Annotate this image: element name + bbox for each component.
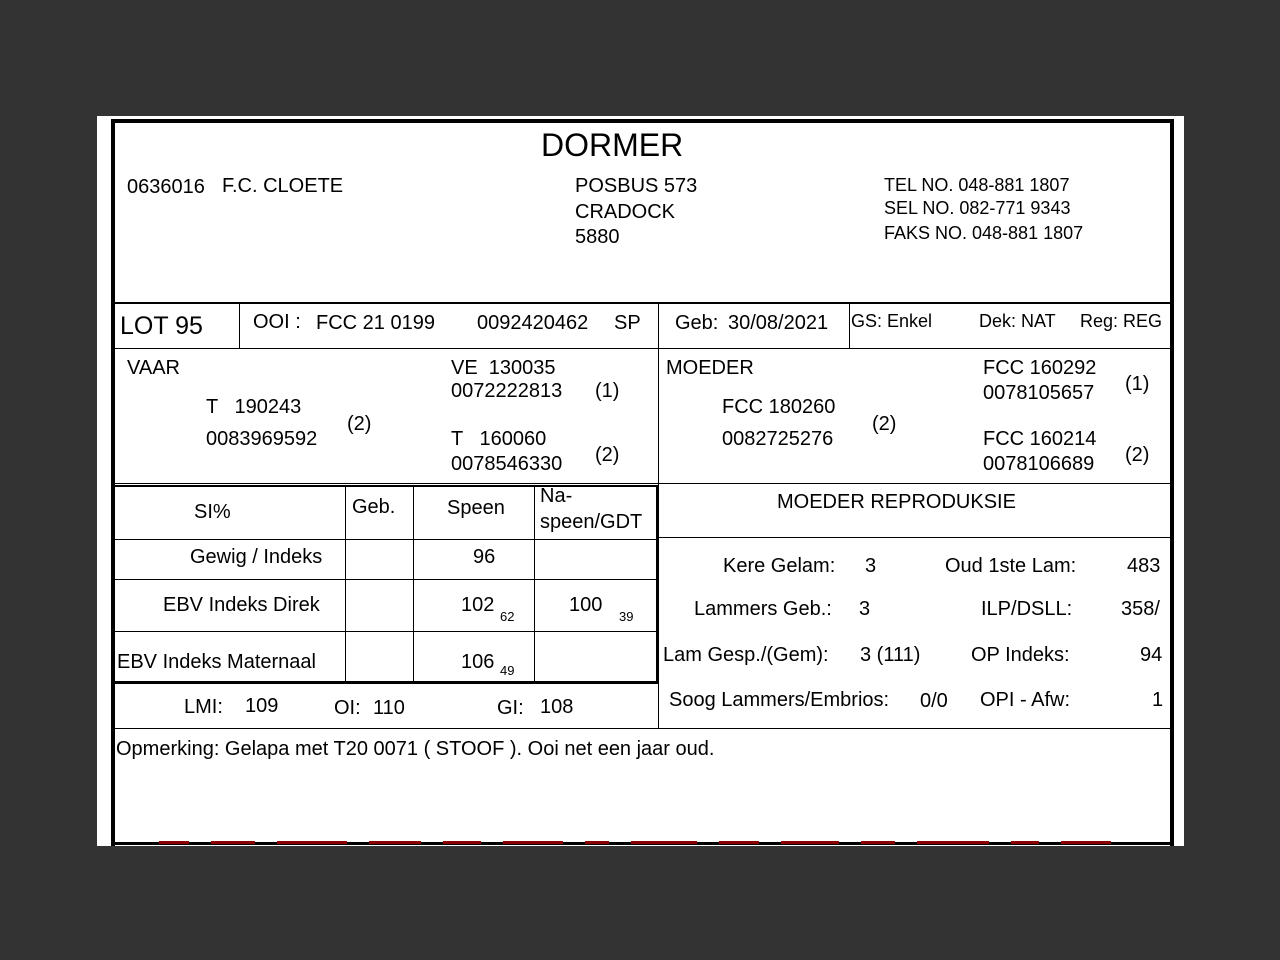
ooi-label: OOI : (253, 311, 301, 333)
vaar-sire-mark: (2) (347, 413, 372, 435)
si-header-naspeen-1: Na- (540, 485, 573, 507)
moeder-granddam-mark: (2) (1125, 444, 1150, 466)
dek-value: Dek: NAT (979, 311, 1056, 331)
vaar-label: VAAR (127, 357, 180, 379)
contact-faks: FAKS NO. 048-881 1807 (884, 223, 1084, 243)
si-row-speen-sub: 49 (500, 663, 515, 678)
si-row-label: EBV Indeks Direk (163, 594, 320, 616)
ooi-id: FCC 21 0199 (316, 312, 435, 334)
gi-value: 108 (540, 696, 574, 718)
repro-oud-label: Oud 1ste Lam: (945, 555, 1077, 577)
document-card (97, 116, 1184, 846)
si-row-speen-sub: 62 (500, 609, 515, 624)
moeder-dam-number: 0082725276 (722, 428, 834, 450)
geb-date: 30/08/2021 (728, 312, 829, 334)
address-line-2: CRADOCK (575, 201, 676, 223)
moeder-dam-mark: (2) (872, 413, 897, 435)
si-header-geb: Geb. (352, 496, 396, 518)
rule-si-top (115, 485, 657, 487)
rule-indices (115, 728, 1172, 729)
remark-text: Opmerking: Gelapa met T20 0071 ( STOOF ). Ooi net een jaar oud. (116, 738, 715, 760)
repro-title: MOEDER REPRODUKSIE (777, 491, 1016, 513)
vaar-grandsire-number: 0072222813 (451, 380, 563, 402)
gi-label: GI: (497, 697, 524, 719)
document-title: DORMER (541, 127, 684, 163)
vaar-granddam-mark: (2) (595, 444, 620, 466)
si-row-speen: 102 (461, 594, 495, 616)
repro-opi-value: 1 (1152, 689, 1164, 711)
contact-tel: TEL NO. 048-881 1807 (884, 175, 1070, 195)
repro-ilp-label: ILP/DSLL: (981, 598, 1073, 620)
rule-v-si4 (656, 485, 659, 683)
moeder-grandsire-id: FCC 160292 (983, 357, 1097, 379)
repro-op-value: 94 (1140, 644, 1163, 666)
rule-si-bottom (115, 681, 659, 684)
si-header-naspeen-2: speen/GDT (540, 511, 643, 533)
si-row-naspeen-sub: 39 (619, 609, 634, 624)
vaar-granddam-number: 0078546330 (451, 453, 563, 475)
geb-label: Geb: (675, 312, 719, 334)
gs-value: GS: Enkel (851, 311, 933, 331)
moeder-grandsire-mark: (1) (1125, 373, 1150, 395)
rule-pedigree (115, 483, 1172, 484)
frame-top (111, 119, 1173, 123)
repro-opi-label: OPI - Afw: (980, 689, 1071, 711)
moeder-grandsire-number: 0078105657 (983, 382, 1095, 404)
owner-name: F.C. CLOETE (222, 175, 344, 197)
repro-kere-label: Kere Gelam: (723, 555, 836, 577)
rule-v-si3 (534, 485, 535, 683)
repro-lammers-label: Lammers Geb.: (694, 598, 832, 620)
si-row-speen: 106 (461, 651, 495, 673)
vaar-grandsire-mark: (1) (595, 380, 620, 402)
repro-oud-value: 483 (1127, 555, 1161, 577)
rule-repro-header (659, 537, 1172, 538)
moeder-granddam-number: 0078106689 (983, 453, 1095, 475)
oi-value: 110 (373, 697, 405, 719)
repro-lam-value: 3 (111) (860, 644, 921, 666)
si-header-label: SI% (194, 501, 231, 523)
address-line-1: POSBUS 573 (575, 175, 698, 197)
vaar-sire-id: T 190243 (206, 396, 302, 418)
repro-op-label: OP Indeks: (971, 644, 1070, 666)
ooi-code: SP (614, 312, 641, 334)
si-row-label: Gewig / Indeks (190, 546, 323, 568)
repro-ilp-value: 358/ (1121, 598, 1160, 620)
si-row-naspeen: 100 (569, 594, 603, 616)
rule-v-geb (849, 302, 850, 349)
repro-lammers-value: 3 (859, 598, 871, 620)
vaar-granddam-id: T 160060 (451, 428, 547, 450)
vaar-sire-number: 0083969592 (206, 428, 318, 450)
si-header-speen: Speen (447, 497, 505, 519)
contact-sel: SEL NO. 082-771 9343 (884, 198, 1071, 218)
repro-kere-value: 3 (865, 555, 877, 577)
lmi-label: LMI: (184, 696, 223, 718)
moeder-dam-id: FCC 180260 (722, 396, 836, 418)
rule-lot (115, 348, 1172, 349)
moeder-granddam-id: FCC 160214 (983, 428, 1097, 450)
rule-si-header (115, 539, 657, 540)
lot-number: LOT 95 (120, 312, 203, 340)
rule-v-lot (239, 302, 240, 349)
repro-soog-label: Soog Lammers/Embrios: (669, 689, 890, 711)
cropped-text-strip (159, 841, 1139, 846)
lmi-value: 109 (245, 695, 279, 717)
si-row-label: EBV Indeks Maternaal (117, 651, 316, 673)
moeder-label: MOEDER (666, 357, 754, 379)
rule-si-row1 (115, 579, 657, 580)
rule-si-row2 (115, 631, 657, 632)
address-line-3: 5880 (575, 226, 620, 248)
rule-header (115, 302, 1172, 304)
reg-value: Reg: REG (1080, 311, 1163, 331)
ooi-number: 0092420462 (477, 312, 589, 334)
rule-v-si1 (345, 485, 346, 683)
repro-soog-value: 0/0 (920, 690, 948, 712)
rule-v-si2 (413, 485, 414, 683)
owner-code: 0636016 (127, 176, 205, 198)
oi-label: OI: (334, 697, 361, 719)
vaar-grandsire-id: VE 130035 (451, 357, 556, 379)
si-row-speen: 96 (473, 546, 496, 568)
repro-lam-label: Lam Gesp./(Gem): (663, 644, 829, 666)
